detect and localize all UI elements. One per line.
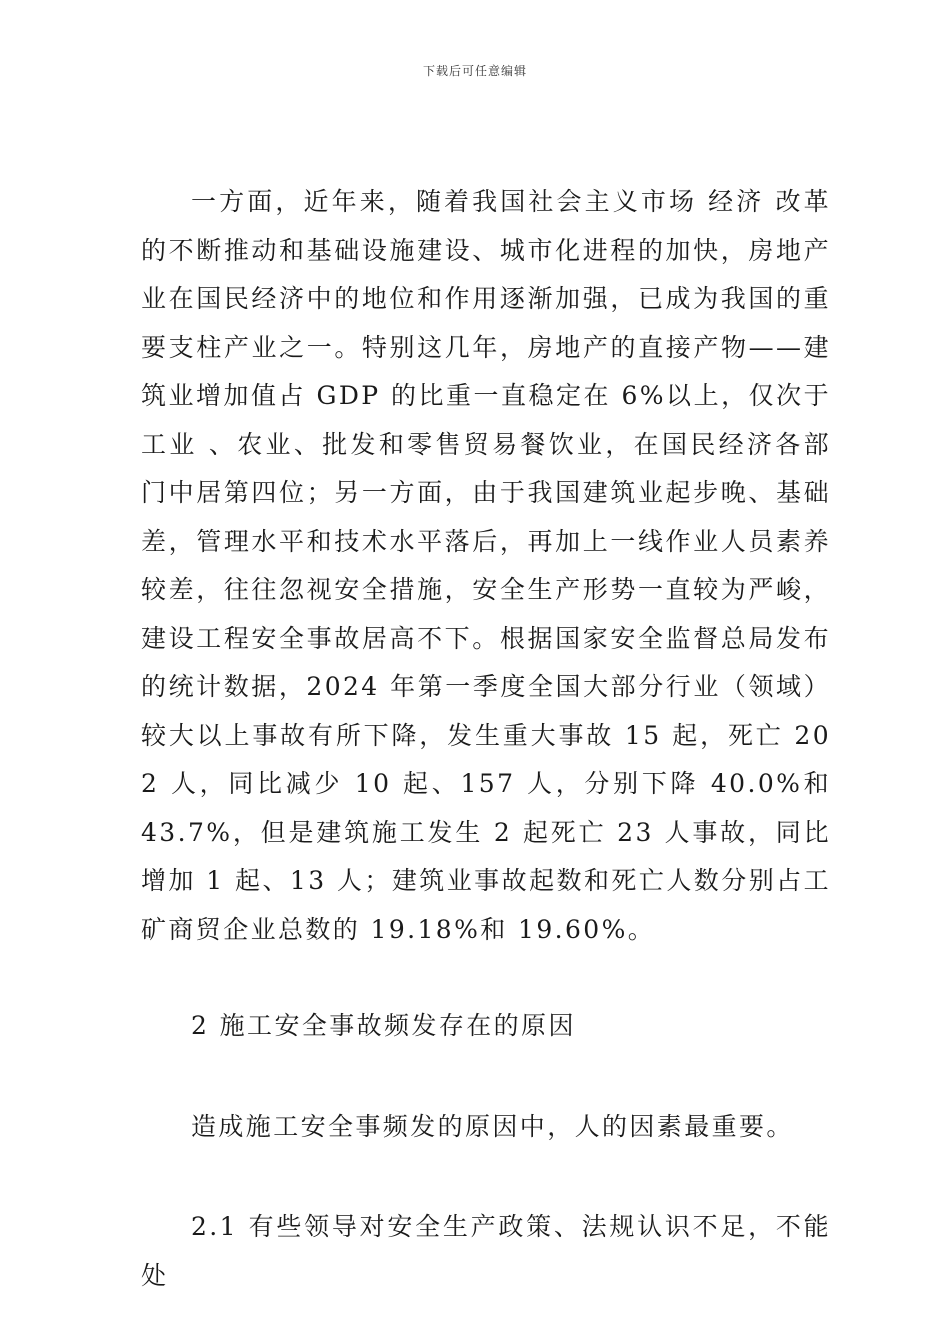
- body-paragraph: 造成施工安全事频发的原因中，人的因素最重要。: [191, 1111, 794, 1141]
- document-body: [141, 178, 831, 1300]
- subsection-paragraph: 2.1 有些领导对安全生产政策、法规认识不足，不能处: [141, 1212, 831, 1290]
- page-header: 下载后可任意编辑: [422, 64, 527, 78]
- body-paragraph: 一方面，近年来，随着我国社会主义市场 经济 改革的不断推动和基础设施建设、城市化进程的加快，房地产业在国民经济中的地位和作用逐渐加强，已成为我国的重要支柱产业之一。特别这几年，房地产的直接产物——建筑业增加值占 GDP 的比重一直稳定在 6%以上，仅次于 工业 、农业、批发和零售贸易餐饮业，在国民经济各部门中居第四位；另一方面，由于我国建筑业起步晚、基础差，管理水平和技术水平落后，再加上一线作业人员素养较差，往往忽视安全措施，安全生产形势一直较为严峻，建设工程安全事故居高不下。根据国家安全监督总局发布的统计数据，2024 年第一季度全国大部分行业（领域）较大以上事故有所下降，发生重大事故 15 起，死亡 202 人，同比减少 10 起、157 人，分别下降 40.0%和 43.7%，但是建筑施工发生 2 起死亡 23 人事故，同比增加 1 起、13 人；建筑业事故起数和死亡人数分别占工矿商贸企业总数的 19.18%和 19.60%。: [141, 187, 831, 944]
- section-heading: 2 施工安全事故频发存在的原因: [191, 1011, 576, 1040]
